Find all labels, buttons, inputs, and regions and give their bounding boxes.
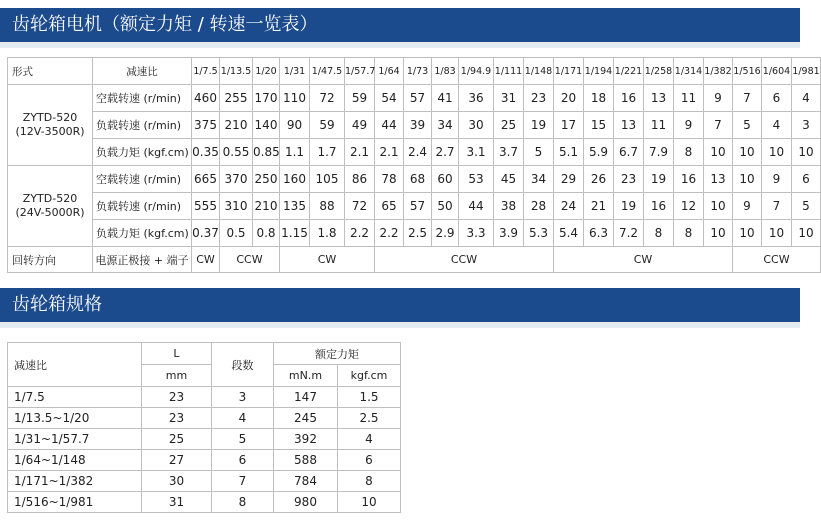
value-cell: 90 [280, 112, 310, 139]
value-cell: 31 [494, 85, 524, 112]
value-cell: 57 [404, 85, 432, 112]
ratio-cell: 1/258 [644, 58, 674, 85]
ratio-cell: 1/7.5 [192, 58, 220, 85]
value-cell: 16 [674, 166, 704, 193]
direction-cw: CW [192, 247, 220, 273]
value-cell: 20 [554, 85, 584, 112]
model-name-line1: ZYTD-520 [22, 111, 78, 124]
value-cell: 7 [733, 85, 762, 112]
value-cell: 57 [404, 193, 432, 220]
ratio-cell: 1/171 [554, 58, 584, 85]
value-cell: 36 [459, 85, 494, 112]
ratio-cell: 1/20 [253, 58, 280, 85]
spec-header-row [8, 343, 401, 365]
spec-row [8, 471, 401, 492]
value-cell: 3.3 [459, 220, 494, 247]
value-cell: 7.2 [614, 220, 644, 247]
direction-ccw: CCW [375, 247, 554, 273]
value-cell: 375 [192, 112, 220, 139]
spec-cell-ratio: 1/31~1/57.7 [8, 429, 142, 450]
value-cell: 10 [733, 220, 762, 247]
value-cell: 135 [280, 193, 310, 220]
spec-cell-length: 30 [142, 471, 212, 492]
spec-cell-mnm: 784 [274, 471, 338, 492]
value-cell: 26 [584, 166, 614, 193]
value-cell: 49 [345, 112, 375, 139]
value-cell: 5.4 [554, 220, 584, 247]
value-cell: 3.7 [494, 139, 524, 166]
value-cell: 30 [459, 112, 494, 139]
value-cell: 4 [762, 112, 792, 139]
value-cell: 13 [614, 112, 644, 139]
spec-cell-ratio: 1/171~1/382 [8, 471, 142, 492]
value-cell: 34 [432, 112, 459, 139]
value-cell: 6 [792, 166, 821, 193]
ratio-cell: 1/31 [280, 58, 310, 85]
value-cell: 210 [253, 193, 280, 220]
spec-row [8, 450, 401, 471]
value-cell: 53 [459, 166, 494, 193]
spec-cell-stages: 6 [212, 450, 274, 471]
value-cell: 21 [584, 193, 614, 220]
value-cell: 72 [310, 85, 345, 112]
direction-ccw: CCW [733, 247, 821, 273]
ratio-cell: 1/148 [524, 58, 554, 85]
value-cell: 6.3 [584, 220, 614, 247]
value-cell: 12 [674, 193, 704, 220]
spec-cell-ratio: 1/13.5~1/20 [8, 408, 142, 429]
value-cell: 16 [614, 85, 644, 112]
spec-cell-length: 25 [142, 429, 212, 450]
value-cell: 10 [733, 166, 762, 193]
value-cell: 2.5 [404, 220, 432, 247]
value-cell: 60 [432, 166, 459, 193]
value-cell: 2.2 [375, 220, 404, 247]
value-cell: 19 [614, 193, 644, 220]
spec-cell-kgfcm: 8 [338, 471, 401, 492]
value-cell: 160 [280, 166, 310, 193]
value-cell: 45 [494, 166, 524, 193]
value-cell: 4 [792, 85, 821, 112]
value-cell: 2.4 [404, 139, 432, 166]
spec-cell-stages: 4 [212, 408, 274, 429]
value-cell: 1.8 [310, 220, 345, 247]
value-cell: 210 [220, 112, 253, 139]
value-cell: 10 [762, 139, 792, 166]
value-cell: 50 [432, 193, 459, 220]
value-cell: 68 [404, 166, 432, 193]
value-cell: 5 [733, 112, 762, 139]
ratio-cell: 1/47.5 [310, 58, 345, 85]
spec-header-stages: 段数 [212, 343, 274, 387]
value-cell: 0.5 [220, 220, 253, 247]
spec-cell-kgfcm: 10 [338, 492, 401, 513]
value-cell: 555 [192, 193, 220, 220]
value-cell: 8 [674, 139, 704, 166]
value-cell: 10 [704, 220, 733, 247]
value-cell: 65 [375, 193, 404, 220]
ratio-cell: 1/314 [674, 58, 704, 85]
value-cell: 9 [733, 193, 762, 220]
row-label: 空载转速 (r/min) [93, 166, 192, 193]
ratio-cell: 1/221 [614, 58, 644, 85]
ratio-cell: 1/94.9 [459, 58, 494, 85]
spec-header-torque-unit-kgfcm: kgf.cm [338, 365, 401, 387]
value-cell: 38 [494, 193, 524, 220]
spec-cell-kgfcm: 6 [338, 450, 401, 471]
value-cell: 44 [375, 112, 404, 139]
value-cell: 460 [192, 85, 220, 112]
row-label: 负载力矩 (kgf.cm) [93, 220, 192, 247]
value-cell: 19 [644, 166, 674, 193]
value-cell: 0.55 [220, 139, 253, 166]
value-cell: 3 [792, 112, 821, 139]
spec-header-length-unit: mm [142, 365, 212, 387]
value-cell: 110 [280, 85, 310, 112]
row-label: 负载转速 (r/min) [93, 193, 192, 220]
ratio-cell: 1/981 [792, 58, 821, 85]
value-cell: 3.9 [494, 220, 524, 247]
value-cell: 59 [345, 85, 375, 112]
value-cell: 19 [524, 112, 554, 139]
value-cell: 28 [524, 193, 554, 220]
value-cell: 13 [644, 85, 674, 112]
ratio-cell: 1/83 [432, 58, 459, 85]
value-cell: 8 [674, 220, 704, 247]
ratio-cell: 1/64 [375, 58, 404, 85]
header-ratio: 减速比 [93, 58, 192, 85]
value-cell: 1.7 [310, 139, 345, 166]
value-cell: 44 [459, 193, 494, 220]
spec-cell-stages: 5 [212, 429, 274, 450]
spec-cell-mnm: 980 [274, 492, 338, 513]
value-cell: 10 [733, 139, 762, 166]
model-block-12v [8, 85, 821, 166]
spec-cell-ratio: 1/64~1/148 [8, 450, 142, 471]
spec-header-ratio: 减速比 [8, 343, 142, 387]
value-cell: 13 [704, 166, 733, 193]
value-cell: 10 [704, 193, 733, 220]
value-cell: 10 [762, 220, 792, 247]
ratio-cell: 1/516 [733, 58, 762, 85]
value-cell: 9 [704, 85, 733, 112]
value-cell: 10 [792, 220, 821, 247]
value-cell: 8 [644, 220, 674, 247]
value-cell: 2.1 [345, 139, 375, 166]
value-cell: 59 [310, 112, 345, 139]
spec-header-torque-unit-mnm: mN.m [274, 365, 338, 387]
value-cell: 2.1 [375, 139, 404, 166]
value-cell: 0.37 [192, 220, 220, 247]
spec-body [8, 387, 401, 513]
value-cell: 39 [404, 112, 432, 139]
value-cell: 5 [524, 139, 554, 166]
spec-cell-length: 23 [142, 408, 212, 429]
model-data-row [8, 220, 821, 247]
section2-divider [0, 322, 800, 328]
section1-title: 齿轮箱电机（额定力矩 / 转速一览表） [12, 14, 318, 35]
value-cell: 310 [220, 193, 253, 220]
value-cell: 72 [345, 193, 375, 220]
spec-row [8, 387, 401, 408]
spec-cell-kgfcm: 2.5 [338, 408, 401, 429]
spec-cell-length: 31 [142, 492, 212, 513]
value-cell: 255 [220, 85, 253, 112]
spec-row [8, 429, 401, 450]
spec-cell-stages: 8 [212, 492, 274, 513]
value-cell: 665 [192, 166, 220, 193]
ratio-cell: 1/111 [494, 58, 524, 85]
value-cell: 140 [253, 112, 280, 139]
direction-row [8, 247, 821, 273]
model-name-line2: (12V-3500R) [15, 125, 85, 138]
value-cell: 16 [644, 193, 674, 220]
value-cell: 18 [584, 85, 614, 112]
value-cell: 15 [584, 112, 614, 139]
model-data-row [8, 85, 821, 112]
ratio-cell: 1/604 [762, 58, 792, 85]
value-cell: 24 [554, 193, 584, 220]
model-name [8, 166, 93, 247]
value-cell: 7 [762, 193, 792, 220]
ratio-cell: 1/382 [704, 58, 733, 85]
value-cell: 23 [524, 85, 554, 112]
model-data-row [8, 139, 821, 166]
spec-cell-kgfcm: 4 [338, 429, 401, 450]
value-cell: 9 [674, 112, 704, 139]
value-cell: 41 [432, 85, 459, 112]
value-cell: 2.9 [432, 220, 459, 247]
spec-cell-ratio: 1/7.5 [8, 387, 142, 408]
model-data-row [8, 193, 821, 220]
value-cell: 9 [762, 166, 792, 193]
value-cell: 5.9 [584, 139, 614, 166]
value-cell: 10 [704, 139, 733, 166]
value-cell: 5 [792, 193, 821, 220]
model-name-line1: ZYTD-520 [22, 192, 78, 205]
value-cell: 2.2 [345, 220, 375, 247]
value-cell: 11 [674, 85, 704, 112]
value-cell: 1.1 [280, 139, 310, 166]
header-model: 形式 [8, 58, 93, 85]
value-cell: 7.9 [644, 139, 674, 166]
spec-header-torque: 额定力矩 [274, 343, 401, 365]
value-cell: 0.85 [253, 139, 280, 166]
ratio-cell: 1/194 [584, 58, 614, 85]
value-cell: 7 [704, 112, 733, 139]
value-cell: 88 [310, 193, 345, 220]
value-cell: 34 [524, 166, 554, 193]
value-cell: 6.7 [614, 139, 644, 166]
model-name [8, 85, 93, 166]
model-name-line2: (24V-5000R) [15, 206, 85, 219]
direction-sublabel: 电源正极接 + 端子 [93, 247, 192, 273]
value-cell: 170 [253, 85, 280, 112]
section1-divider [0, 42, 800, 48]
value-cell: 11 [644, 112, 674, 139]
spec-row [8, 408, 401, 429]
value-cell: 54 [375, 85, 404, 112]
spec-cell-mnm: 147 [274, 387, 338, 408]
value-cell: 105 [310, 166, 345, 193]
spec-cell-stages: 3 [212, 387, 274, 408]
spec-header-length: L [142, 343, 212, 365]
ratio-cell: 1/13.5 [220, 58, 253, 85]
spec-cell-kgfcm: 1.5 [338, 387, 401, 408]
ratio-header-row [8, 58, 821, 85]
value-cell: 2.7 [432, 139, 459, 166]
model-data-row [8, 112, 821, 139]
spec-cell-mnm: 392 [274, 429, 338, 450]
value-cell: 370 [220, 166, 253, 193]
value-cell: 5.3 [524, 220, 554, 247]
section2-banner [0, 288, 800, 322]
section2-title: 齿轮箱规格 [12, 294, 102, 315]
value-cell: 17 [554, 112, 584, 139]
value-cell: 10 [792, 139, 821, 166]
motor-speed-torque-table [7, 57, 821, 273]
spec-cell-mnm: 588 [274, 450, 338, 471]
spec-cell-mnm: 245 [274, 408, 338, 429]
section1-banner [0, 8, 800, 42]
value-cell: 23 [614, 166, 644, 193]
spec-cell-length: 27 [142, 450, 212, 471]
row-label: 负载力矩 (kgf.cm) [93, 139, 192, 166]
value-cell: 0.8 [253, 220, 280, 247]
value-cell: 6 [762, 85, 792, 112]
spec-cell-ratio: 1/516~1/981 [8, 492, 142, 513]
value-cell: 1.15 [280, 220, 310, 247]
value-cell: 29 [554, 166, 584, 193]
direction-label: 回转方向 [8, 247, 93, 273]
value-cell: 86 [345, 166, 375, 193]
gearbox-spec-table [7, 342, 401, 513]
direction-ccw: CCW [220, 247, 280, 273]
ratio-cell: 1/73 [404, 58, 432, 85]
value-cell: 78 [375, 166, 404, 193]
model-data-row [8, 166, 821, 193]
value-cell: 0.35 [192, 139, 220, 166]
row-label: 空载转速 (r/min) [93, 85, 192, 112]
model-block-24v [8, 166, 821, 247]
ratio-cell: 1/57.7 [345, 58, 375, 85]
spec-cell-stages: 7 [212, 471, 274, 492]
spec-cell-length: 23 [142, 387, 212, 408]
value-cell: 25 [494, 112, 524, 139]
direction-cw: CW [280, 247, 375, 273]
row-label: 负载转速 (r/min) [93, 112, 192, 139]
direction-cw: CW [554, 247, 733, 273]
value-cell: 250 [253, 166, 280, 193]
value-cell: 5.1 [554, 139, 584, 166]
spec-row [8, 492, 401, 513]
value-cell: 3.1 [459, 139, 494, 166]
